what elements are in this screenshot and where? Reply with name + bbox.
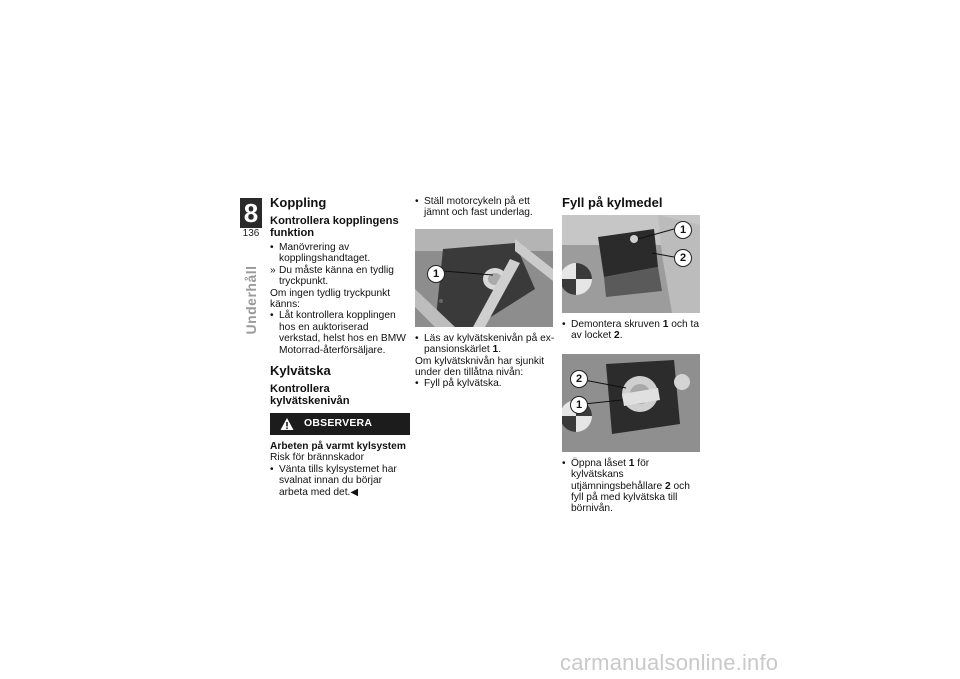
bullet-item: [562, 458, 702, 515]
inline-ref-number: 2: [665, 480, 671, 492]
inline-text: och ta av locket: [571, 319, 699, 342]
photo-expansion-tank: [415, 229, 553, 327]
result-item: » Du måste känna en tydlig tryckpunkt.: [270, 265, 410, 288]
bullet-item: • Låt kontrollera kopplingen hos en auktoriserad verkstad, helst hos en BMW Motorrad-återförsäljare.: [270, 310, 410, 356]
bullet-item: [415, 333, 555, 356]
side-section-text: Underhåll: [243, 265, 259, 335]
warning-icon: [280, 417, 294, 431]
inline-text: Läs av kylvätskenivån på expansionskärlet: [424, 332, 555, 356]
heading-kylvatska: Kylvätska: [270, 363, 331, 379]
photo-callout-1: 1: [570, 396, 588, 414]
bullet-item: • Ställ motorcykeln på ett jämnt och fast underlag.: [415, 196, 555, 219]
paragraph: Om ingen tydlig tryckpunkt känns:: [270, 287, 391, 311]
subheading-kopplingens-funktion: Kontrollera kopplingens funktion: [270, 215, 399, 239]
column-1: [270, 196, 410, 498]
inline-text: Öppna låset: [571, 457, 629, 469]
photo-callout-2: 2: [674, 249, 692, 267]
inline-ref-number: 1: [628, 457, 635, 469]
bullet-item: • Vänta tills kylsystemet har svalnat innan du börjar arbeta med det.◀: [270, 464, 410, 498]
warning-label: OBSERVERA: [304, 417, 373, 430]
warning-risk: Risk för brännskador: [270, 452, 364, 464]
watermark: carmanualsonline.info: [560, 650, 779, 675]
page-number: 136: [242, 228, 260, 239]
inline-text: .: [498, 344, 502, 356]
inline-ref-number: 1: [662, 319, 669, 330]
photo-callout-2: 2: [570, 370, 588, 388]
bullet-item: • Manövrering av kopplingshandtaget.: [270, 242, 410, 265]
chapter-number: 8: [240, 198, 262, 228]
paragraph: Om kylvätsknivån har sjunkit under den tillåtna nivån:: [415, 355, 545, 379]
column-2: [415, 196, 555, 390]
warning-banner: [270, 413, 410, 435]
photo-callout-1: 1: [674, 221, 692, 239]
subheading-kylvatskeniva: Kontrollera kylvätskenivån: [270, 383, 350, 408]
inline-text: .: [619, 330, 623, 342]
photo-screw-and-cap: [562, 215, 700, 313]
photo-callout-1: 1: [427, 265, 445, 283]
bullet-item: [562, 319, 702, 342]
inline-text: och fyll på med kylvätska till börnivån.: [571, 480, 690, 515]
side-section-label: [236, 265, 266, 335]
bullet-item: • Fyll på kylvätska.: [415, 378, 555, 389]
inline-text: för kylvätskans utjämningsbehållare: [571, 457, 666, 492]
heading-koppling: Koppling: [270, 195, 327, 210]
inline-ref-number: 1: [492, 344, 499, 356]
heading-fyll-pa-kylmedel: Fyll på kylmedel: [562, 195, 663, 210]
inline-text: Demontera skruven: [571, 319, 663, 330]
inline-ref-number: 2: [614, 330, 620, 342]
photo-lock-and-tank: [562, 354, 700, 452]
column-3: [562, 196, 702, 515]
warning-title: Arbeten på varmt kylsystem: [270, 441, 406, 453]
